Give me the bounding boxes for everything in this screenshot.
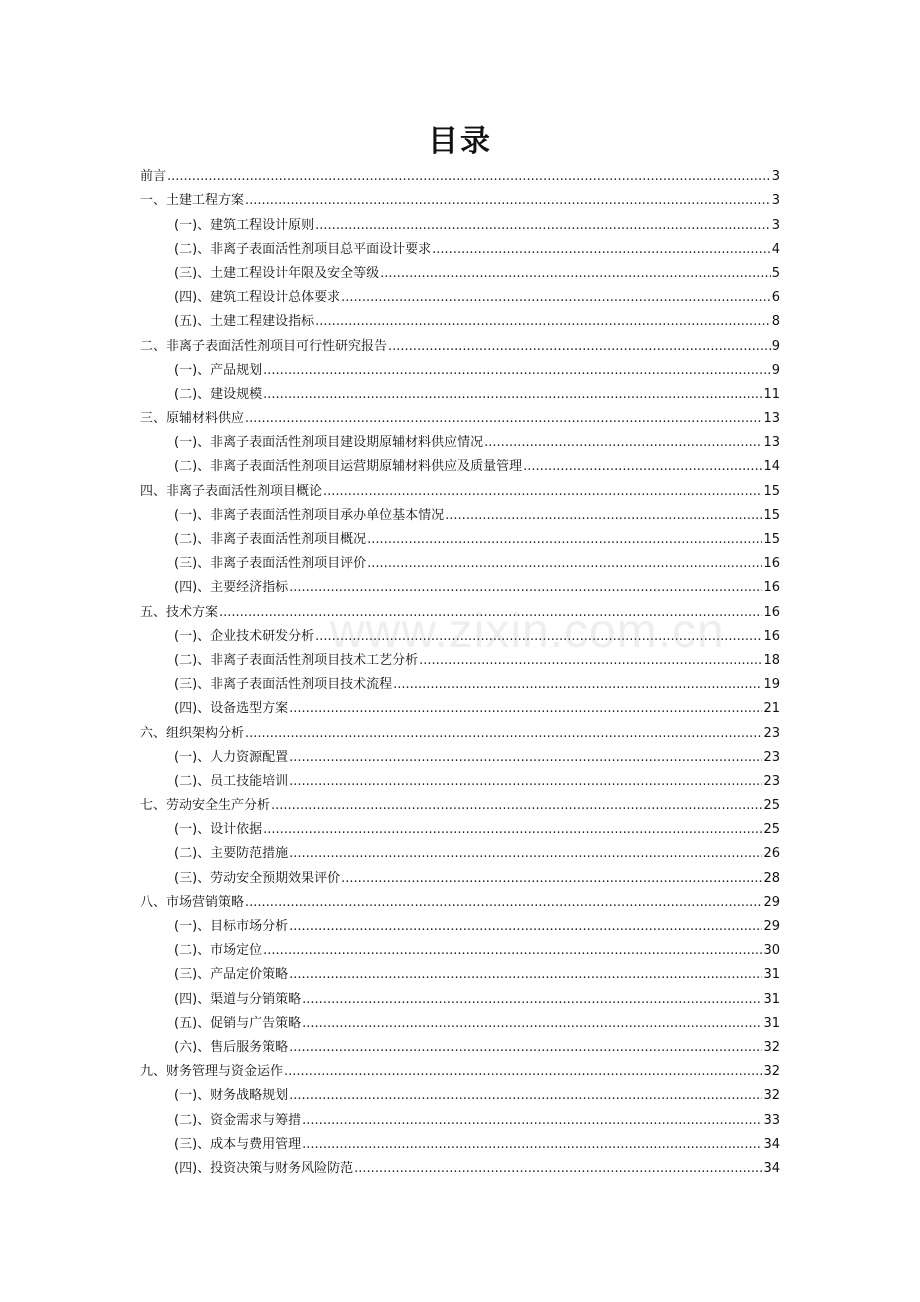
toc-dot-leader: [284, 1064, 762, 1080]
toc-dot-leader: [341, 871, 762, 887]
toc-entry[interactable]: [140, 500, 780, 524]
toc-entry-label: 五、技术方案: [140, 604, 219, 620]
toc-entry[interactable]: [140, 1080, 780, 1104]
toc-entry-label: (三)、劳动安全预期效果评价: [174, 870, 341, 886]
toc-dot-leader: [380, 266, 771, 282]
toc-entry-label: (一)、企业技术研发分析: [174, 628, 315, 644]
toc-entry-label: (二)、市场定位: [174, 943, 263, 959]
page-title: 目录: [428, 124, 492, 159]
toc-entry[interactable]: [140, 548, 780, 572]
toc-dot-leader: [432, 242, 771, 258]
toc-entry[interactable]: [140, 427, 780, 451]
toc-entry[interactable]: [140, 1153, 780, 1177]
toc-entry-label: 三、原辅材料供应: [140, 411, 245, 427]
toc-entry-label: 前言: [140, 169, 167, 185]
toc-entry[interactable]: [140, 693, 780, 717]
toc-entry[interactable]: [140, 451, 780, 475]
toc-entry-page-number: 8: [771, 314, 780, 330]
toc-entry-label: (一)、财务战略规划: [174, 1088, 289, 1104]
toc-entry[interactable]: [140, 814, 780, 838]
toc-entry[interactable]: [140, 959, 780, 983]
toc-entry-page-number: 3: [771, 193, 780, 209]
toc-entry[interactable]: [140, 475, 780, 499]
toc-entry-page-number: 11: [763, 386, 780, 402]
toc-entry[interactable]: [140, 983, 780, 1007]
toc-entry[interactable]: [140, 161, 780, 185]
toc-entry-page-number: 16: [763, 604, 780, 620]
toc-entry-page-number: 14: [763, 459, 780, 475]
toc-entry-page-number: 25: [763, 798, 780, 814]
toc-entry[interactable]: [140, 935, 780, 959]
toc-entry-page-number: 34: [763, 1136, 780, 1152]
toc-dot-leader: [388, 339, 771, 355]
toc-dot-leader: [341, 290, 771, 306]
toc-entry-page-number: 31: [763, 1015, 780, 1031]
toc-entry-page-number: 16: [763, 556, 780, 572]
toc-entry[interactable]: [140, 282, 780, 306]
toc-dot-leader: [367, 532, 762, 548]
toc-dot-leader: [367, 556, 762, 572]
toc-entry-page-number: 29: [763, 894, 780, 910]
toc-entry-page-number: 18: [763, 652, 780, 668]
toc-entry[interactable]: [140, 645, 780, 669]
toc-entry-page-number: 16: [763, 580, 780, 596]
toc-dot-leader: [484, 435, 762, 451]
toc-entry-label: (二)、非离子表面活性剂项目技术工艺分析: [174, 652, 419, 668]
toc-dot-leader: [263, 387, 762, 403]
toc-entry-page-number: 13: [763, 435, 780, 451]
toc-dot-leader: [245, 411, 762, 427]
toc-entry-label: (二)、资金需求与筹措: [174, 1112, 302, 1128]
toc-entry[interactable]: [140, 403, 780, 427]
toc-dot-leader: [419, 653, 762, 669]
toc-entry[interactable]: [140, 717, 780, 741]
toc-dot-leader: [289, 1088, 762, 1104]
toc-entry-page-number: 4: [771, 241, 780, 257]
toc-entry[interactable]: [140, 1032, 780, 1056]
toc-entry-page-number: 15: [763, 507, 780, 523]
toc-dot-leader: [289, 774, 762, 790]
toc-entry-label: 一、土建工程方案: [140, 193, 245, 209]
toc-entry-label: (四)、渠道与分销策略: [174, 991, 302, 1007]
toc-dot-leader: [315, 314, 771, 330]
toc-entry-label: (一)、目标市场分析: [174, 919, 289, 934]
toc-entry[interactable]: [140, 790, 780, 814]
toc-entry-page-number: 19: [763, 677, 780, 693]
toc-entry[interactable]: [140, 1129, 780, 1153]
watermark: www.zixin.com.cn: [330, 605, 725, 658]
toc-entry-page-number: 34: [763, 1160, 780, 1176]
toc-entry-label: (二)、员工技能培训: [174, 773, 289, 789]
toc-entry[interactable]: [140, 596, 780, 620]
toc-dot-leader: [271, 798, 762, 814]
toc-entry-label: (三)、土建工程设计年限及安全等级: [174, 265, 380, 281]
toc-entry-label: (三)、成本与费用管理: [174, 1136, 302, 1152]
toc-entry-label: (四)、主要经济指标: [174, 580, 289, 596]
toc-dot-leader: [393, 677, 762, 693]
toc-dot-leader: [245, 726, 762, 742]
toc-entry-page-number: 26: [763, 846, 780, 862]
toc-entry[interactable]: [140, 234, 780, 258]
toc-dot-leader: [323, 484, 762, 500]
toc-entry[interactable]: [140, 379, 780, 403]
toc-entry-label: 四、非离子表面活性剂项目概论: [140, 483, 323, 499]
toc-dot-leader: [263, 943, 762, 959]
toc-dot-leader: [289, 580, 762, 596]
toc-entry-page-number: 5: [771, 265, 780, 281]
toc-entry-label: (二)、非离子表面活性剂项目概况: [174, 532, 367, 547]
toc-entry-page-number: 9: [771, 362, 780, 378]
toc-entry-label: (五)、促销与广告策略: [174, 1015, 302, 1031]
toc-entry[interactable]: [140, 838, 780, 862]
toc-entry-page-number: 3: [771, 169, 780, 185]
toc-dot-leader: [315, 218, 771, 234]
toc-entry-page-number: 23: [763, 773, 780, 789]
toc-entry-label: (一)、产品规划: [174, 362, 263, 378]
toc-entry-label: (一)、人力资源配置: [174, 749, 289, 765]
toc-entry-label: 七、劳动安全生产分析: [140, 798, 271, 814]
toc-entry-page-number: 15: [763, 532, 780, 547]
toc-dot-leader: [245, 895, 762, 911]
toc-entry-label: (一)、非离子表面活性剂项目承办单位基本情况: [174, 507, 445, 523]
toc-entry-label: (三)、非离子表面活性剂项目技术流程: [174, 677, 393, 693]
toc-entry[interactable]: [140, 669, 780, 693]
toc-entry-page-number: 32: [763, 1088, 780, 1104]
toc-dot-leader: [245, 193, 771, 209]
toc-entry-page-number: 29: [763, 919, 780, 934]
toc-dot-leader: [302, 1016, 762, 1032]
toc-entry-page-number: 21: [763, 701, 780, 717]
table-of-contents: [140, 161, 780, 1177]
toc-entry[interactable]: [140, 185, 780, 209]
toc-entry[interactable]: [140, 742, 780, 766]
toc-entry[interactable]: [140, 306, 780, 330]
toc-entry-label: (三)、产品定价策略: [174, 967, 289, 983]
toc-entry[interactable]: [140, 355, 780, 379]
toc-dot-leader: [302, 992, 762, 1008]
toc-entry-page-number: 25: [763, 822, 780, 838]
toc-dot-leader: [219, 605, 762, 621]
toc-entry[interactable]: [140, 1008, 780, 1032]
toc-entry[interactable]: [140, 911, 780, 935]
toc-entry-label: (二)、建设规模: [174, 386, 263, 402]
toc-entry[interactable]: [140, 1056, 780, 1080]
toc-entry-page-number: 9: [771, 338, 780, 354]
toc-entry[interactable]: [140, 330, 780, 354]
toc-dot-leader: [289, 1040, 762, 1056]
toc-dot-leader: [289, 967, 762, 983]
toc-entry-label: 八、市场营销策略: [140, 894, 245, 910]
toc-dot-leader: [289, 750, 762, 766]
toc-entry[interactable]: [140, 1104, 780, 1128]
toc-entry-label: (二)、非离子表面活性剂项目总平面设计要求: [174, 241, 432, 257]
toc-entry-label: (四)、设备选型方案: [174, 701, 289, 717]
toc-entry-page-number: 6: [771, 290, 780, 306]
toc-entry-label: (一)、非离子表面活性剂项目建设期原辅材料供应情况: [174, 435, 484, 451]
toc-entry[interactable]: [140, 766, 780, 790]
toc-dot-leader: [315, 629, 762, 645]
toc-entry-label: 二、非离子表面活性剂项目可行性研究报告: [140, 338, 388, 354]
toc-entry-page-number: 28: [763, 870, 780, 886]
toc-entry[interactable]: [140, 862, 780, 886]
toc-dot-leader: [289, 701, 762, 717]
toc-entry-page-number: 33: [763, 1112, 780, 1128]
toc-entry[interactable]: [140, 572, 780, 596]
toc-dot-leader: [302, 1113, 762, 1129]
toc-entry-label: (四)、投资决策与财务风险防范: [174, 1160, 354, 1176]
toc-entry-page-number: 23: [763, 725, 780, 741]
toc-entry-page-number: 15: [763, 483, 780, 499]
toc-entry-label: (三)、非离子表面活性剂项目评价: [174, 556, 367, 572]
toc-entry-page-number: 13: [763, 411, 780, 427]
toc-entry-page-number: 16: [763, 628, 780, 644]
toc-entry-page-number: 23: [763, 749, 780, 765]
toc-entry-label: (五)、土建工程建设指标: [174, 314, 315, 330]
toc-entry-label: (二)、非离子表面活性剂项目运营期原辅材料供应及质量管理: [174, 459, 523, 475]
toc-dot-leader: [263, 822, 762, 838]
toc-dot-leader: [302, 1137, 762, 1153]
toc-entry-label: 六、组织架构分析: [140, 725, 245, 741]
toc-entry[interactable]: [140, 209, 780, 233]
toc-entry-label: (六)、售后服务策略: [174, 1039, 289, 1055]
toc-entry[interactable]: [140, 258, 780, 282]
toc-entry-page-number: 3: [771, 217, 780, 233]
toc-entry-label: (二)、主要防范措施: [174, 846, 289, 862]
toc-entry-page-number: 32: [763, 1064, 780, 1080]
toc-entry-page-number: 30: [763, 943, 780, 959]
toc-entry-page-number: 31: [763, 991, 780, 1007]
toc-dot-leader: [445, 508, 762, 524]
toc-entry[interactable]: [140, 621, 780, 645]
toc-dot-leader: [354, 1161, 762, 1177]
toc-entry[interactable]: [140, 887, 780, 911]
toc-entry-label: (四)、建筑工程设计总体要求: [174, 290, 341, 306]
toc-dot-leader: [167, 169, 771, 185]
toc-entry[interactable]: [140, 524, 780, 548]
toc-entry-page-number: 32: [763, 1039, 780, 1055]
toc-dot-leader: [523, 459, 762, 475]
toc-dot-leader: [263, 363, 771, 379]
toc-entry-label: (一)、建筑工程设计原则: [174, 217, 315, 233]
toc-entry-page-number: 31: [763, 967, 780, 983]
toc-entry-label: (一)、设计依据: [174, 822, 263, 838]
toc-dot-leader: [289, 846, 762, 862]
toc-dot-leader: [289, 919, 762, 935]
toc-entry-label: 九、财务管理与资金运作: [140, 1064, 284, 1080]
